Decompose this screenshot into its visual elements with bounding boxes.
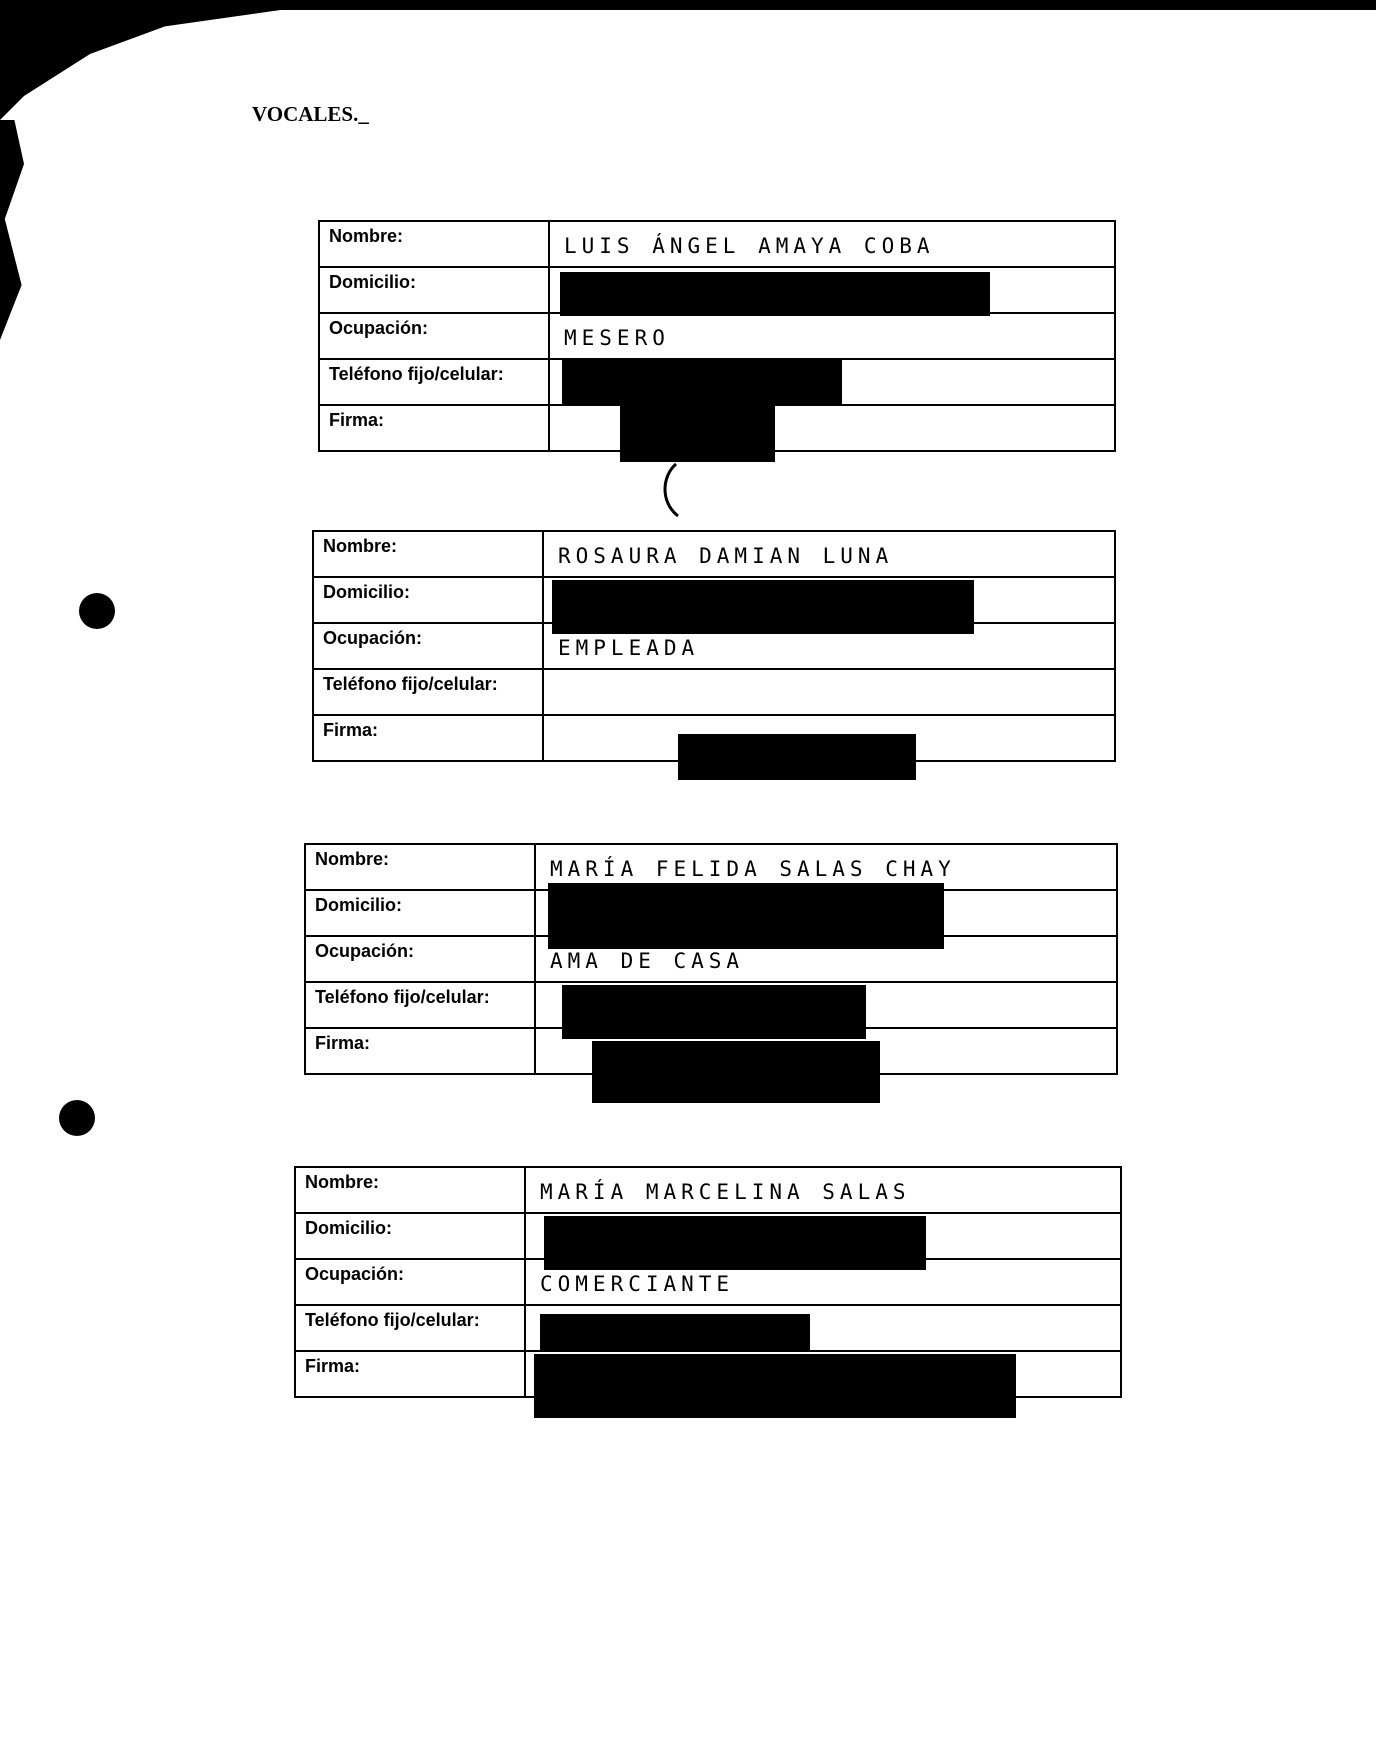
redaction-bar: [534, 1354, 1016, 1418]
phone-label: Teléfono fijo/celular:: [295, 1305, 525, 1351]
vocal-record-3: [304, 843, 1118, 1075]
phone-value: [535, 982, 1117, 1028]
occupation-row: [313, 623, 1115, 669]
address-value: [549, 267, 1115, 313]
phone-row: [313, 669, 1115, 715]
occupation-text: AMA DE CASA: [550, 949, 745, 973]
signature-row: [313, 715, 1115, 761]
phone-value: [543, 669, 1115, 715]
phone-label: Teléfono fijo/celular:: [305, 982, 535, 1028]
occupation-label: Ocupación:: [313, 623, 543, 669]
occupation-label: Ocupación:: [295, 1259, 525, 1305]
name-row: [295, 1167, 1121, 1213]
redaction-bar: [560, 272, 990, 316]
occupation-text: MESERO: [564, 326, 670, 350]
name-text: MARÍA FELIDA SALAS CHAY: [550, 857, 956, 881]
address-value: [535, 890, 1117, 936]
phone-value: [549, 359, 1115, 405]
punch-hole-bottom: [59, 1100, 95, 1136]
address-value: [525, 1213, 1121, 1259]
phone-row: [319, 359, 1115, 405]
phone-row: [295, 1305, 1121, 1351]
redaction-bar: [678, 734, 916, 780]
occupation-row: [295, 1259, 1121, 1305]
name-label: Nombre:: [295, 1167, 525, 1213]
address-row: [305, 890, 1117, 936]
vocal-record-4: [294, 1166, 1122, 1398]
signature-label: Firma:: [313, 715, 543, 761]
address-label: Domicilio:: [319, 267, 549, 313]
redaction-bar: [592, 1041, 880, 1103]
address-label: Domicilio:: [313, 577, 543, 623]
name-value: [543, 531, 1115, 577]
occupation-label: Ocupación:: [305, 936, 535, 982]
signature-value: [549, 405, 1115, 451]
redaction-bar: [540, 1314, 810, 1352]
name-value: [549, 221, 1115, 267]
signature-label: Firma:: [305, 1028, 535, 1074]
phone-label: Teléfono fijo/celular:: [319, 359, 549, 405]
address-value: [543, 577, 1115, 623]
signature-value: [543, 715, 1115, 761]
signature-label: Firma:: [295, 1351, 525, 1397]
redaction-bar: [620, 406, 775, 462]
phone-value: [525, 1305, 1121, 1351]
name-row: [319, 221, 1115, 267]
occupation-text: COMERCIANTE: [540, 1272, 735, 1296]
name-label: Nombre:: [305, 844, 535, 890]
vocal-record-2: [312, 530, 1116, 762]
address-row: [319, 267, 1115, 313]
address-row: [295, 1213, 1121, 1259]
name-text: ROSAURA DAMIAN LUNA: [558, 544, 894, 568]
name-label: Nombre:: [313, 531, 543, 577]
signature-value: [525, 1351, 1121, 1397]
pen-mark: [660, 462, 682, 520]
vocal-record-1: [318, 220, 1116, 452]
occupation-value: [525, 1259, 1121, 1305]
occupation-value: [543, 623, 1115, 669]
name-row: [313, 531, 1115, 577]
address-label: Domicilio:: [295, 1213, 525, 1259]
occupation-value: [535, 936, 1117, 982]
signature-value: [535, 1028, 1117, 1074]
name-value: [525, 1167, 1121, 1213]
address-row: [313, 577, 1115, 623]
occupation-value: [549, 313, 1115, 359]
occupation-row: [319, 313, 1115, 359]
name-label: Nombre:: [319, 221, 549, 267]
redaction-bar: [562, 360, 842, 404]
signature-row: [319, 405, 1115, 451]
occupation-text: EMPLEADA: [558, 636, 700, 660]
section-title: VOCALES._: [252, 102, 369, 126]
signature-row: [295, 1351, 1121, 1397]
punch-hole-top: [79, 593, 115, 629]
phone-label: Teléfono fijo/celular:: [313, 669, 543, 715]
occupation-row: [305, 936, 1117, 982]
name-text: LUIS ÁNGEL AMAYA COBA: [564, 234, 935, 258]
address-label: Domicilio:: [305, 890, 535, 936]
occupation-label: Ocupación:: [319, 313, 549, 359]
signature-label: Firma:: [319, 405, 549, 451]
phone-row: [305, 982, 1117, 1028]
scan-edge-left: [0, 120, 24, 340]
name-text: MARÍA MARCELINA SALAS: [540, 1180, 911, 1204]
signature-row: [305, 1028, 1117, 1074]
